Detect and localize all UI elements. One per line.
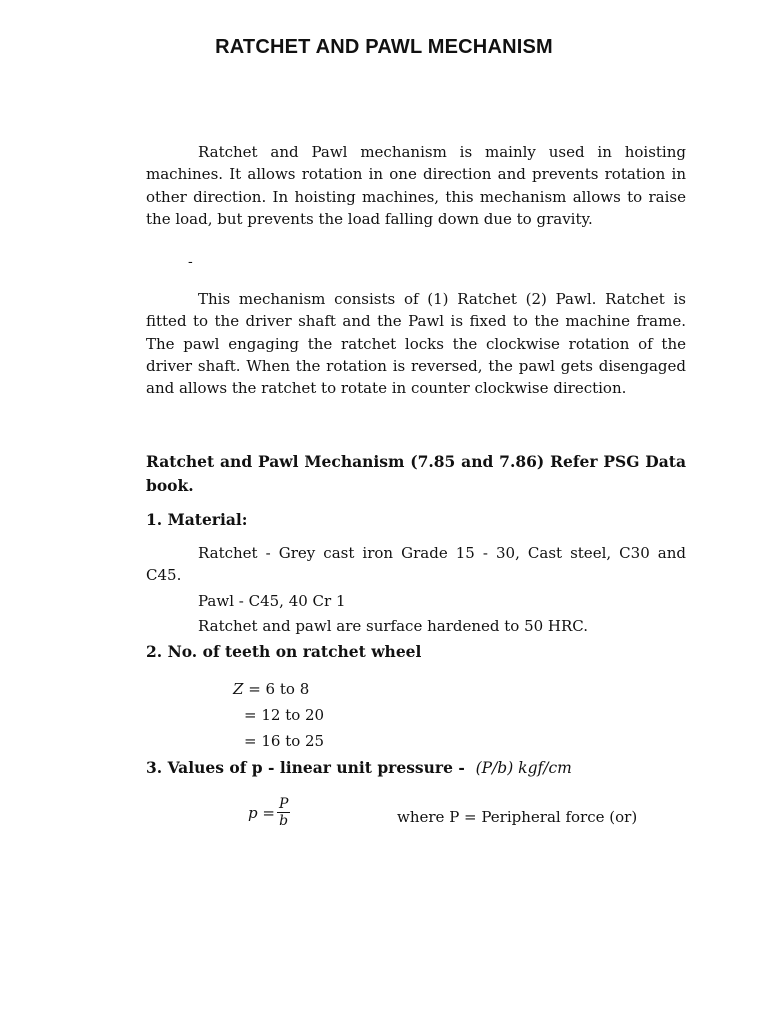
teeth-line-1: [233, 678, 309, 700]
teeth-line-3: [233, 730, 324, 752]
mechanism-paragraph: [146, 288, 686, 399]
pressure-heading-text: 3. Values of p - linear unit pressure -: [146, 758, 465, 777]
material-heading: 1. Material:: [146, 510, 248, 529]
material-ratchet-text: Ratchet - Grey cast iron Grade 15 - 30, Cast steel, C30 and C45.: [146, 544, 686, 584]
reference-heading: Ratchet and Pawl Mechanism (7.85 and 7.86) Refer PSG Data book.: [146, 452, 686, 495]
mechanism-text: This mechanism consists of (1) Ratchet (2) Pawl. Ratchet is fitted to the driver shaft and the Pawl is fixed to the machine frame. The pawl engaging the ratchet locks the clockwise rotation of the driver shaft. When the rotation is reversed, the pawl gets disengaged and allows the ratchet to rotate in counter clockwise direction.: [146, 290, 686, 398]
teeth-value-3: = 16 to 25: [244, 732, 325, 750]
formula-where-text: where P = Peripheral force (or): [397, 808, 638, 826]
formula-lhs: p =: [248, 803, 275, 822]
material-hardening: Ratchet and pawl are surface hardened to 50 HRC.: [198, 617, 589, 635]
teeth-value-2: = 12 to 20: [244, 706, 325, 724]
teeth-line-2: [233, 704, 324, 726]
formula-numerator: P: [278, 796, 289, 812]
teeth-value-1: = 6 to 8: [248, 680, 310, 698]
material-ratchet: [146, 542, 686, 586]
pressure-heading: [146, 756, 686, 780]
page-title: RATCHET AND PAWL MECHANISM: [215, 36, 553, 58]
formula-fraction: [277, 796, 290, 829]
intro-text: Ratchet and Pawl mechanism is mainly used in hoisting machines. It allows rotation in one direction and prevents rotation in other direction. In hoisting machines, this mechanism allows to raise the load, but prevents the load falling down due to gravity.: [146, 143, 686, 228]
z-symbol: Z: [233, 680, 244, 698]
pressure-formula: [248, 796, 290, 829]
pressure-unit: (P/b) kgf/cm: [475, 759, 572, 777]
stray-mark: -: [188, 254, 193, 270]
formula-denominator: b: [279, 813, 289, 829]
intro-paragraph: [146, 141, 686, 230]
teeth-heading: 2. No. of teeth on ratchet wheel: [146, 642, 422, 661]
material-pawl: Pawl - C45, 40 Cr 1: [198, 592, 346, 610]
